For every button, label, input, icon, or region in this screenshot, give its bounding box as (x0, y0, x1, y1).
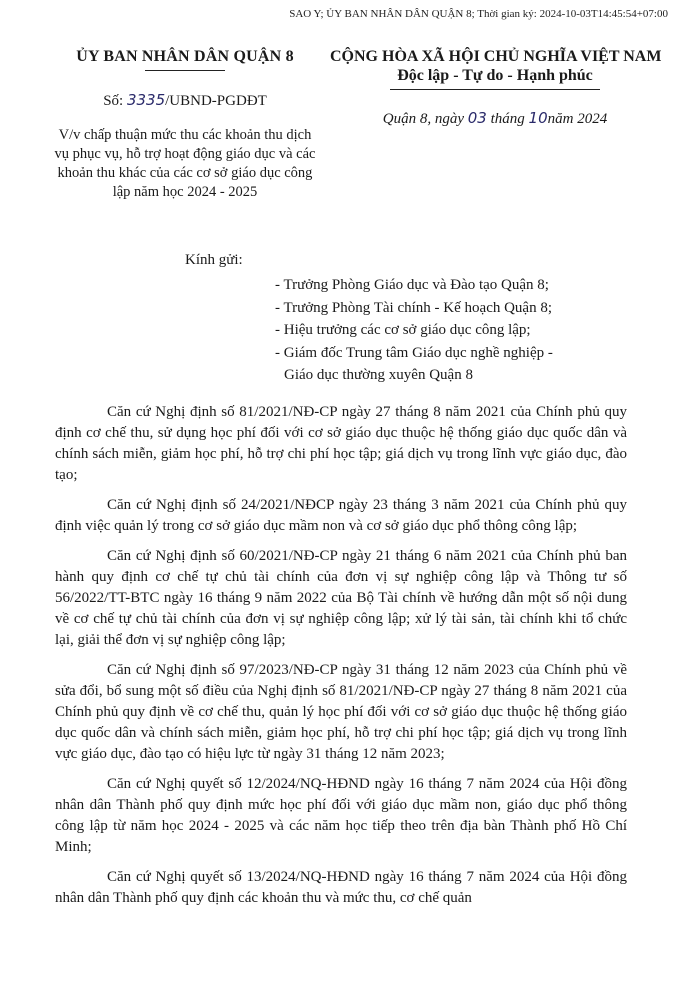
date-year: năm 2024 (547, 111, 608, 127)
legal-basis-paragraph: Căn cứ Nghị quyết số 12/2024/NQ-HĐND ngày 16 tháng 7 năm 2024 của Hội đồng nhân dân Thành phố quy định mức học phí đối với giáo dục mầm non, giáo dục phổ thông công lập từ năm học 2024 - 2025 và các năm học tiếp theo trên địa bàn Thành phố Hồ Chí Minh; (55, 776, 627, 855)
issuer-block (50, 48, 320, 202)
legal-basis-paragraph: Căn cứ Nghị định số 24/2021/NĐCP ngày 23 tháng 3 năm 2021 của Chính phủ quy định việc quản lý trong cơ sở giáo dục mầm non và cơ sở giáo dục phổ thông công lập; (55, 497, 627, 534)
national-title: CỘNG HÒA XÃ HỘI CHỦ NGHĨA VIỆT NAM (330, 48, 662, 65)
greeting: Kính gửi: (185, 252, 243, 268)
motto-underline (390, 89, 600, 90)
handwritten-month: 10 (528, 109, 548, 127)
number-prefix: Số: (103, 93, 127, 109)
national-motto: Độc lập - Tự do - Hạnh phúc (397, 67, 593, 84)
recipient-item: - Giám đốc Trung tâm Giáo dục nghề nghiệp - (275, 344, 553, 361)
legal-basis-paragraph: Căn cứ Nghị định số 81/2021/NĐ-CP ngày 27 tháng 8 năm 2021 của Chính phủ quy định cơ chế thu, sử dụng học phí đối với cơ sở giáo dục thuộc hệ thống giáo dục quốc dân và chính sách miễn, giảm học phí, hỗ trợ chi phí học tập; giá dịch vụ trong lĩnh vực giáo dục, đào tạo; (55, 404, 627, 483)
number-suffix: /UBND-PGDĐT (165, 93, 267, 109)
handwritten-number: 3335 (126, 91, 166, 109)
legal-basis-paragraph: Căn cứ Nghị định số 60/2021/NĐ-CP ngày 21 tháng 6 năm 2021 của Chính phủ ban hành quy định cơ chế tự chủ tài chính của đơn vị sự nghiệp công lập và Thông tư số 56/2022/TT-BTC ngày 16 tháng 9 năm 2022 của Bộ Tài chính về hướng dẫn một số nội dung về cơ chế tự chủ tài chính của đơn vị sự nghiệp công lập; xử lý tài sản, tài chính khi tổ chức lại, giải thể đơn vị sự nghiệp công lập; (55, 548, 627, 648)
national-block (330, 48, 660, 128)
document-header (0, 48, 678, 228)
date-place: Quận 8, ngày (382, 111, 468, 127)
handwritten-day: 03 (467, 109, 487, 127)
document-subject: V/v chấp thuận mức thu các khoản thu dịch vụ phục vụ, hỗ trợ hoạt động giáo dục và các khoản thu khác của các cơ sở giáo dục công lập năm học 2024 - 2025 (54, 127, 316, 200)
recipient-list (275, 274, 553, 387)
document-number (50, 91, 320, 110)
agency-underline (145, 70, 225, 71)
issuing-agency: ỦY BAN NHÂN DÂN QUẬN 8 (76, 48, 294, 65)
legal-basis-paragraph: Căn cứ Nghị quyết số 13/2024/NQ-HĐND ngày 16 tháng 7 năm 2024 của Hội đồng nhân dân Thành phố quy định các khoản thu và mức thu, cơ chế quản (55, 869, 627, 906)
recipient-item: - Trưởng Phòng Tài chính - Kế hoạch Quận 8; (275, 299, 553, 316)
recipient-item: - Trưởng Phòng Giáo dục và Đào tạo Quận 8; (275, 277, 549, 293)
issue-date (330, 109, 660, 128)
recipient-item: - Hiệu trưởng các cơ sở giáo dục công lập; (275, 322, 531, 338)
recipient-item: Giáo dục thường xuyên Quận 8 (284, 367, 473, 383)
digital-signature-stamp: SAO Y; ỦY BAN NHÂN DÂN QUẬN 8; Thời gian ký: 2024-10-03T14:45:54+07:00 (289, 8, 668, 20)
document-body (55, 402, 627, 918)
date-month-label: tháng (486, 111, 529, 127)
legal-basis-paragraph: Căn cứ Nghị định số 97/2023/NĐ-CP ngày 31 tháng 12 năm 2023 của Chính phủ về sửa đổi, bổ sung một số điều của Nghị định số 81/2021/NĐ-CP ngày 27 tháng 8 năm 2021 của Chính phủ quy định về cơ chế thu, quản lý học phí đối với cơ sở giáo dục thuộc hệ thống giáo dục quốc dân và chính sách miễn, giảm học phí, hỗ trợ chi phí học tập; giá dịch vụ trong lĩnh vực giáo dục, đào tạo có hiệu lực từ ngày 31 tháng 12 năm 2023; (55, 662, 627, 762)
